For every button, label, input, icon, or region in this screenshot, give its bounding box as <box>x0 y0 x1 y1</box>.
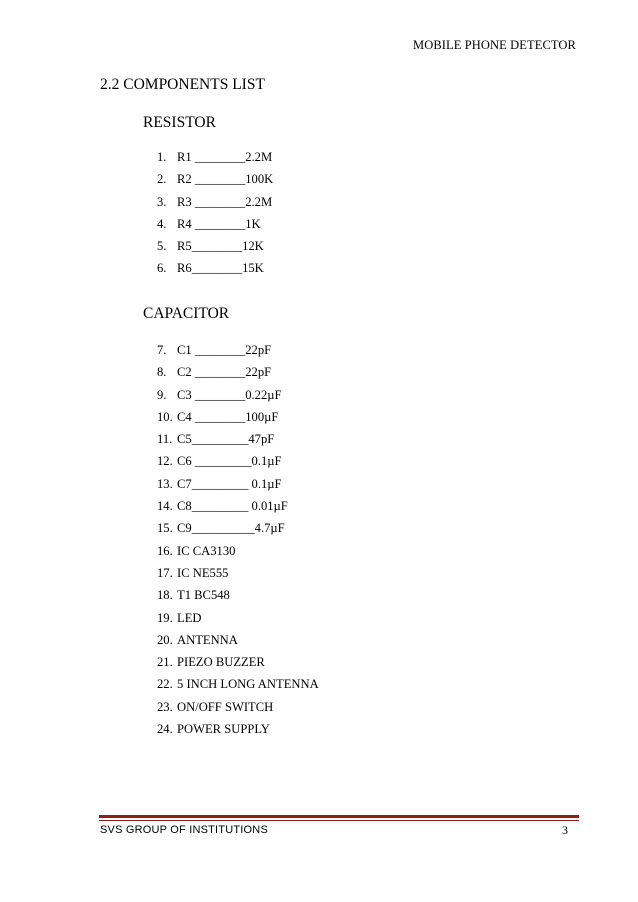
list-item <box>157 495 319 517</box>
item-text: C5_________47pF <box>177 432 275 447</box>
item-text: C3 ________0.22µF <box>177 387 282 402</box>
list-item <box>157 257 273 279</box>
list-item <box>157 629 319 651</box>
item-number: 3. <box>157 194 167 209</box>
capacitor-list <box>157 339 319 740</box>
list-item <box>157 406 319 428</box>
page-number: 3 <box>562 823 568 837</box>
item-number: 5. <box>157 239 167 254</box>
item-number: 17. <box>157 565 173 580</box>
item-number: 11. <box>157 432 173 447</box>
list-item <box>157 607 319 629</box>
footer-rule-thin <box>99 820 579 821</box>
item-number: 13. <box>157 476 173 491</box>
list-item <box>157 213 273 235</box>
item-number: 18. <box>157 588 173 603</box>
list-item <box>157 191 273 213</box>
item-number: 10. <box>157 409 173 424</box>
section-title: 2.2 COMPONENTS LIST <box>100 76 265 93</box>
list-item <box>157 361 319 383</box>
resistor-list <box>157 146 273 280</box>
item-number: 8. <box>157 365 167 380</box>
footer-institution: SVS GROUP OF INSTITUTIONS <box>100 824 268 836</box>
list-item <box>157 168 273 190</box>
item-text: R4 ________1K <box>177 216 261 231</box>
list-item <box>157 450 319 472</box>
list-item <box>157 339 319 361</box>
capacitor-heading: CAPACITOR <box>143 305 230 322</box>
resistor-heading: RESISTOR <box>143 114 216 131</box>
item-text: T1 BC548 <box>177 588 230 603</box>
item-number: 2. <box>157 172 167 187</box>
list-item <box>157 562 319 584</box>
item-number: 9. <box>157 387 167 402</box>
item-text: IC NE555 <box>177 565 229 580</box>
item-text: C1 ________22pF <box>177 343 272 357</box>
list-item <box>157 673 319 695</box>
item-text: C4 ________100µF <box>177 409 279 424</box>
list-item <box>157 235 273 257</box>
item-text: PIEZO BUZZER <box>177 655 265 670</box>
item-number: 14. <box>157 499 173 514</box>
item-text: C6 _________0.1µF <box>177 454 282 469</box>
list-item <box>157 651 319 673</box>
item-text: IC CA3130 <box>177 543 236 558</box>
item-text: LED <box>177 610 202 625</box>
list-item <box>157 384 319 406</box>
item-text: ON/OFF SWITCH <box>177 699 274 714</box>
item-text: C2 ________22pF <box>177 365 272 380</box>
item-number: 12. <box>157 454 173 469</box>
item-text: R2 ________100K <box>177 172 274 187</box>
footer-rule <box>99 815 579 818</box>
item-number: 6. <box>157 261 167 276</box>
list-item <box>157 696 319 718</box>
item-number: 24. <box>157 722 173 737</box>
item-number: 4. <box>157 216 167 231</box>
item-text: C9__________4.7µF <box>177 521 285 536</box>
list-item <box>157 146 273 168</box>
running-header: MOBILE PHONE DETECTOR <box>413 38 576 52</box>
item-text: POWER SUPPLY <box>177 722 270 737</box>
item-number: 22. <box>157 677 173 692</box>
item-text: ANTENNA <box>177 632 238 647</box>
item-number: 21. <box>157 655 173 670</box>
item-text: R5________12K <box>177 239 264 254</box>
list-item <box>157 517 319 539</box>
item-text: 5 INCH LONG ANTENNA <box>177 677 319 692</box>
list-item <box>157 718 319 740</box>
list-item <box>157 473 319 495</box>
list-item <box>157 584 319 606</box>
item-number: 23. <box>157 699 173 714</box>
item-number: 15. <box>157 521 173 536</box>
item-number: 20. <box>157 632 173 647</box>
item-text: R3 ________2.2M <box>177 194 273 209</box>
item-text: R6________15K <box>177 261 264 276</box>
item-text: C7_________ 0.1µF <box>177 476 282 491</box>
list-item <box>157 540 319 562</box>
item-text: C8_________ 0.01µF <box>177 499 288 514</box>
item-number: 19. <box>157 610 173 625</box>
item-number: 16. <box>157 543 173 558</box>
item-number: 1. <box>157 150 167 164</box>
item-text: R1 ________2.2M <box>177 150 273 164</box>
list-item <box>157 428 319 450</box>
item-number: 7. <box>157 343 167 357</box>
